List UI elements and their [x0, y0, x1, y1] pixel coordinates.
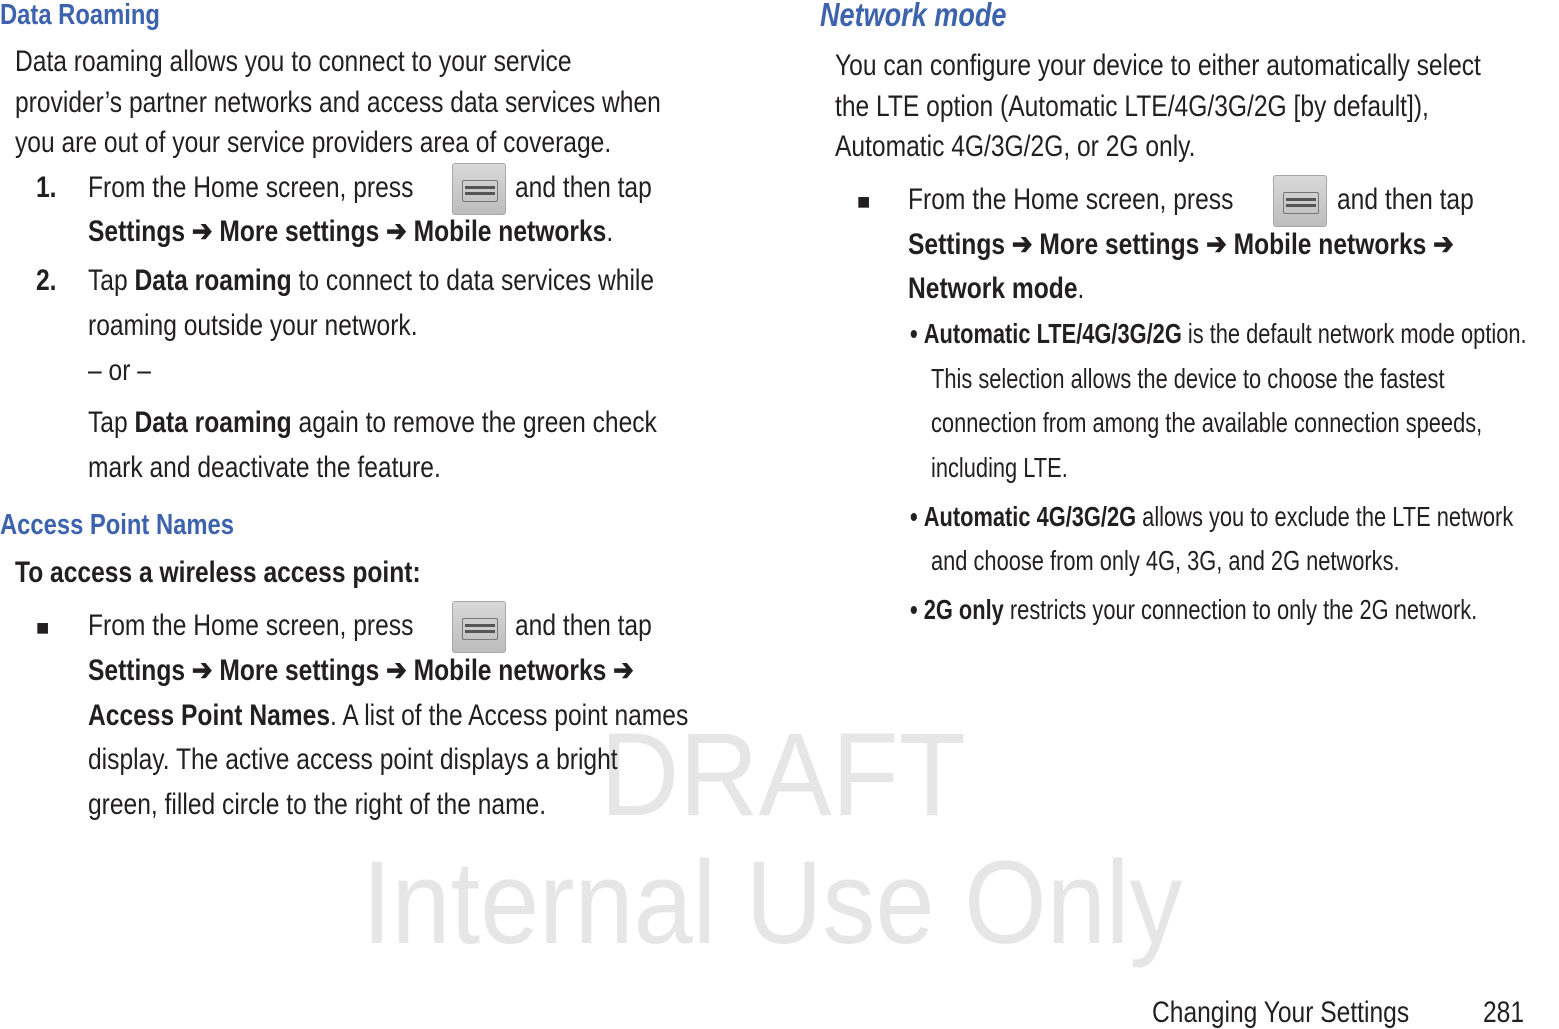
apn-line-1-post: and then tap: [515, 609, 652, 642]
step-1-number: 1.: [36, 171, 57, 204]
network-mode-line-1-post: and then tap: [1337, 183, 1474, 216]
apn-line-4: display. The active access point displays a bright: [88, 743, 618, 776]
apn-heading: Access Point Names: [0, 509, 234, 541]
network-mode-bullet: ■: [857, 189, 871, 214]
option-3-line-1: • 2G only restricts your connection to only the 2G network.: [910, 594, 1478, 625]
apn-line-5: green, filled circle to the right of the name.: [88, 788, 547, 821]
step-1-path: Settings ➔ More settings ➔ Mobile networks.: [88, 215, 614, 248]
data-roaming-intro-3: you are out of your service providers area of coverage.: [15, 126, 612, 159]
step-1-text: From the Home screen, press: [88, 171, 414, 204]
step-1-text-post: and then tap: [515, 171, 652, 204]
footer-section-title: Changing Your Settings: [1152, 996, 1410, 1029]
apn-line-3: Access Point Names. A list of the Access point names: [88, 699, 689, 732]
option-1-line-1: • Automatic LTE/4G/3G/2G is the default network mode option.: [910, 318, 1527, 349]
footer-page-number: 281: [1483, 996, 1525, 1029]
network-mode-path-end: Network mode.: [908, 272, 1085, 305]
data-roaming-intro-2: provider’s partner networks and access data services when: [15, 86, 661, 119]
apn-subheading: To access a wireless access point:: [15, 556, 421, 589]
step-2-number: 2.: [36, 264, 57, 297]
data-roaming-heading: Data Roaming: [0, 0, 160, 31]
apn-line-1: From the Home screen, press: [88, 609, 414, 642]
menu-key-icon: [1273, 175, 1327, 227]
option-1-line-4: including LTE.: [931, 452, 1068, 483]
apn-bullet: ■: [36, 615, 50, 640]
network-mode-intro-3: Automatic 4G/3G/2G, or 2G only.: [835, 130, 1196, 163]
option-1-line-2: This selection allows the device to choose the fastest: [931, 363, 1445, 394]
step-2-line-3: Tap Data roaming again to remove the green check: [88, 406, 657, 439]
network-mode-intro-1: You can configure your device to either automatically select: [835, 49, 1481, 82]
step-2-line-1: Tap Data roaming to connect to data services while: [88, 264, 655, 297]
network-mode-path: Settings ➔ More settings ➔ Mobile networks ➔: [908, 228, 1454, 261]
data-roaming-intro-1: Data roaming allows you to connect to your service: [15, 45, 572, 78]
watermark-internal: Internal Use Only: [362, 837, 1183, 969]
option-2-line-2: and choose from only 4G, 3G, and 2G networks.: [931, 545, 1400, 576]
network-mode-line-1: From the Home screen, press: [908, 183, 1234, 216]
menu-key-icon: [452, 601, 506, 653]
watermark-draft: DRAFT: [600, 709, 966, 841]
step-2-line-4: mark and deactivate the feature.: [88, 451, 441, 484]
apn-path: Settings ➔ More settings ➔ Mobile networks ➔: [88, 654, 634, 687]
network-mode-intro-2: the LTE option (Automatic LTE/4G/3G/2G [by default]),: [835, 90, 1429, 123]
step-2-line-2: roaming outside your network.: [88, 309, 418, 342]
step-2-or: – or –: [88, 354, 151, 387]
option-1-line-3: connection from among the available connection speeds,: [931, 407, 1483, 438]
option-2-line-1: • Automatic 4G/3G/2G allows you to exclude the LTE network: [910, 501, 1514, 532]
network-mode-heading: Network mode: [820, 0, 1007, 33]
menu-key-icon: [452, 163, 506, 215]
